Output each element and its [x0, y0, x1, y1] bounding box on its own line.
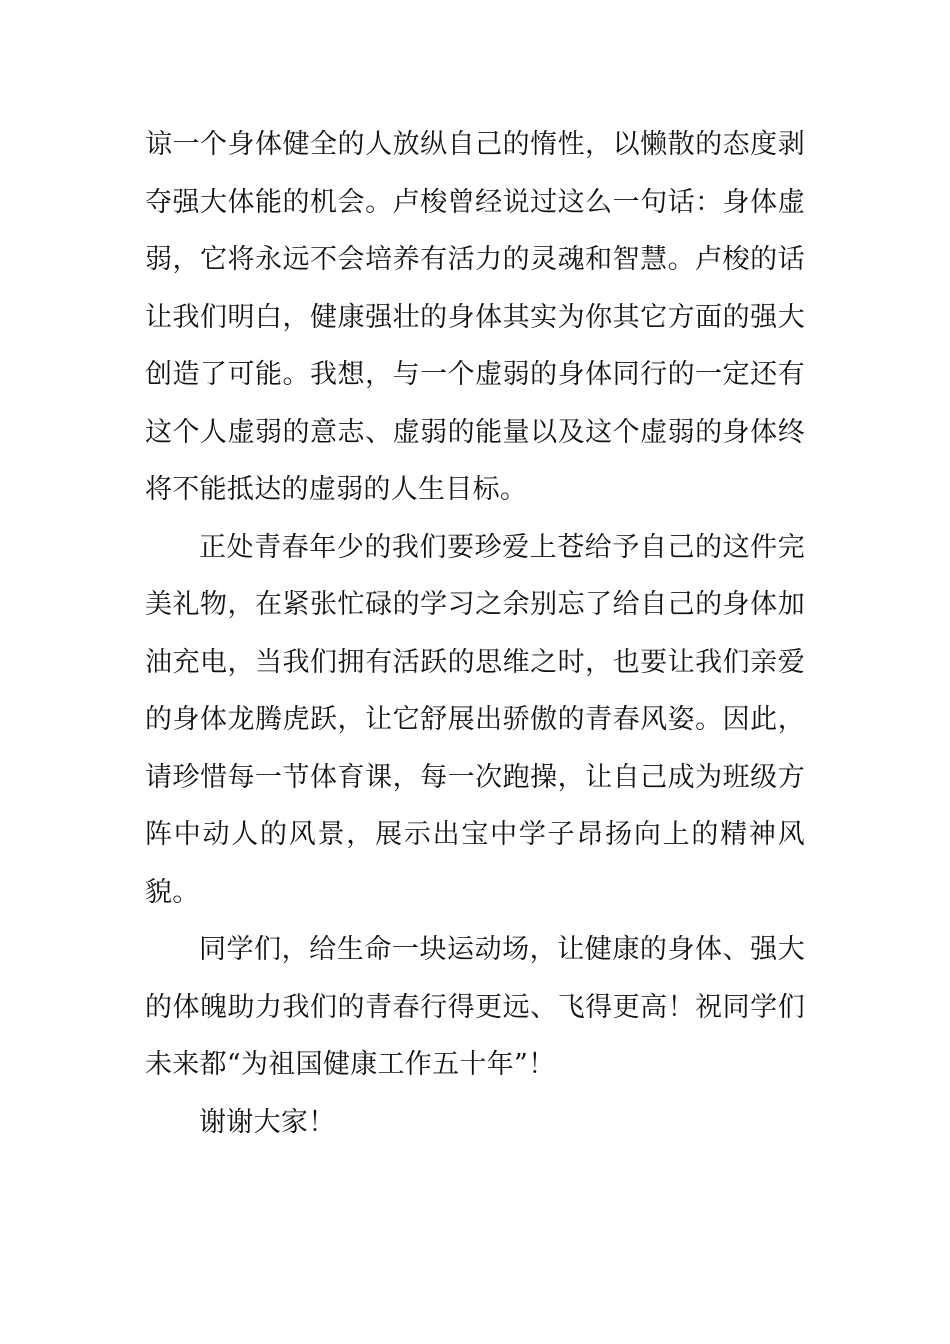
document-body	[145, 116, 805, 1151]
closing-line: 谢谢大家！	[199, 1106, 336, 1138]
paragraph-continued: 谅一个身体健全的人放纵自己的惰性，以懒散的态度剥夺强大体能的机会。卢梭曾经说过这么一句话：身体虚弱，它将永远不会培养有活力的灵魂和智慧。卢梭的话让我们明白，健康强壮的身体其实为你其它方面的强大创造了可能。我想，与一个虚弱的身体同行的一定还有这个人虚弱的意志、虚弱的能量以及这个虚弱的身体终将不能抵达的虚弱的人生目标。	[145, 129, 805, 505]
paragraph: 正处青春年少的我们要珍爱上苍给予自己的这件完美礼物，在紧张忙碌的学习之余别忘了给自己的身体加油充电，当我们拥有活跃的思维之时，也要让我们亲爱的身体龙腾虎跃，让它舒展出骄傲的青春风姿。因此，请珍惜每一节体育课，每一次跑操，让自己成为班级方阵中动人的风景，展示出宝中学子昂扬向上的精神风貌。	[145, 531, 805, 908]
paragraph: 同学们，给生命一块运动场，让健康的身体、强大的体魄助力我们的青春行得更远、飞得更高！祝同学们未来都“为祖国健康工作五十年”！	[145, 934, 805, 1080]
